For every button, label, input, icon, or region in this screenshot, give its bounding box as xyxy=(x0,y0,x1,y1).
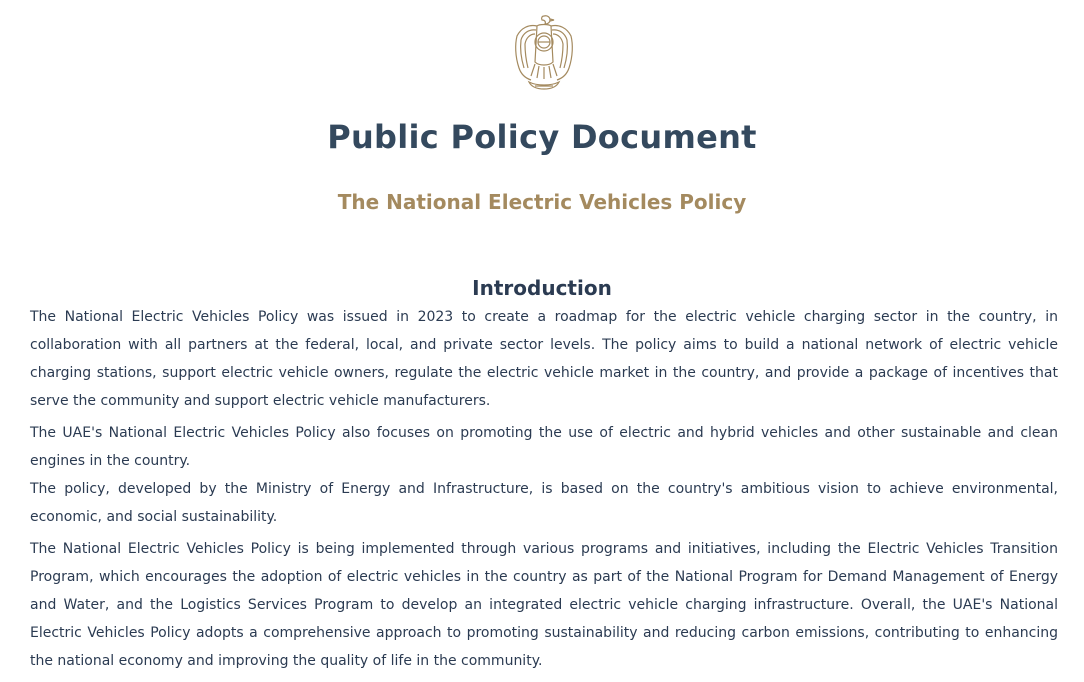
introduction-paragraph: The National Electric Vehicles Policy was issued in 2023 to create a roadmap for the electric vehicle charging sector in the country, in collaboration with all partners at the federal, local, and private sector levels. The policy aims to build a national network of electric vehicle charging stations, support electric vehicle owners, regulate the electric vehicle market in the country, and provide a package of incentives that serve the community and support electric vehicle manufacturers. xyxy=(30,309,1058,409)
uae-emblem-icon xyxy=(511,12,577,96)
page-subtitle: The National Electric Vehicles Policy xyxy=(337,190,747,214)
introduction-content xyxy=(30,303,1058,675)
introduction-heading: Introduction xyxy=(472,276,612,300)
introduction-paragraph: The National Electric Vehicles Policy is being implemented through various programs and initiatives, including the Electric Vehicles Transition Program, which encourages the adoption of electric vehicles in the country as part of the National Program for Demand Management of Energy and Water, and the Logistics Services Program to develop an integrated electric vehicle charging infrastructure. Overall, the UAE's National Electric Vehicles Policy adopts a comprehensive approach to promoting sustainability and reducing carbon emissions, contributing to enhancing the national economy and improving the quality of life in the community. xyxy=(30,541,1058,669)
introduction-paragraph: The UAE's National Electric Vehicles Policy also focuses on promoting the use of electric and hybrid vehicles and other sustainable and clean engines in the country. xyxy=(30,425,1058,469)
page-title: Public Policy Document xyxy=(327,118,757,156)
introduction-paragraph: The policy, developed by the Ministry of Energy and Infrastructure, is based on the country's ambitious vision to achieve environmental, economic, and social sustainability. xyxy=(30,481,1058,525)
